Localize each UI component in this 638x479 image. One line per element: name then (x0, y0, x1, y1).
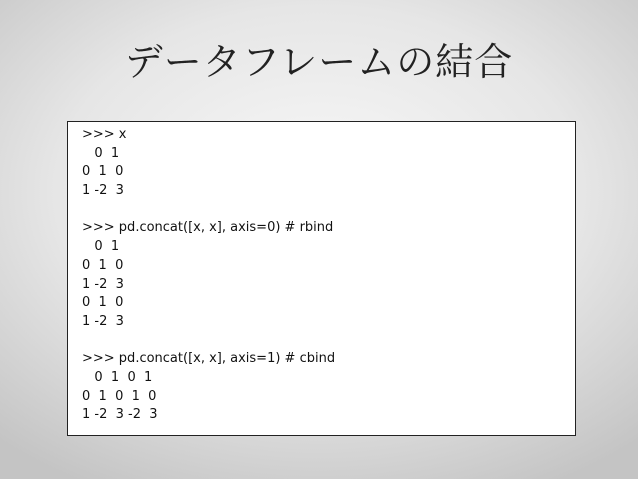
code-line-row-0: 0 1 0 (82, 164, 124, 180)
code-line-prompt-x: >>> x (82, 127, 127, 142)
code-line-blank (82, 201, 575, 220)
code-line-prompt-rbind: >>> pd.concat([x, x], axis=0) # rbind (82, 220, 334, 236)
code-line-row-0: 0 1 0 (82, 295, 124, 311)
code-line-header: 0 1 0 1 (82, 369, 153, 385)
code-line-header: 0 1 (82, 145, 120, 161)
code-line-row-1: 1 -2 3 (82, 183, 124, 199)
code-line-row-1: 1 -2 3 -2 3 (82, 407, 158, 423)
code-line-row-0: 0 1 0 1 0 (82, 388, 157, 404)
code-line-row-1: 1 -2 3 (82, 276, 124, 292)
code-line-row-1: 1 -2 3 (82, 313, 124, 329)
code-block (67, 121, 576, 436)
code-line-header: 0 1 (82, 239, 120, 255)
code-line-row-0: 0 1 0 (82, 257, 124, 273)
slide-title: データフレームの結合 (124, 40, 514, 84)
code-line-blank (82, 332, 575, 351)
code-line-prompt-cbind: >>> pd.concat([x, x], axis=1) # cbind (82, 351, 336, 367)
